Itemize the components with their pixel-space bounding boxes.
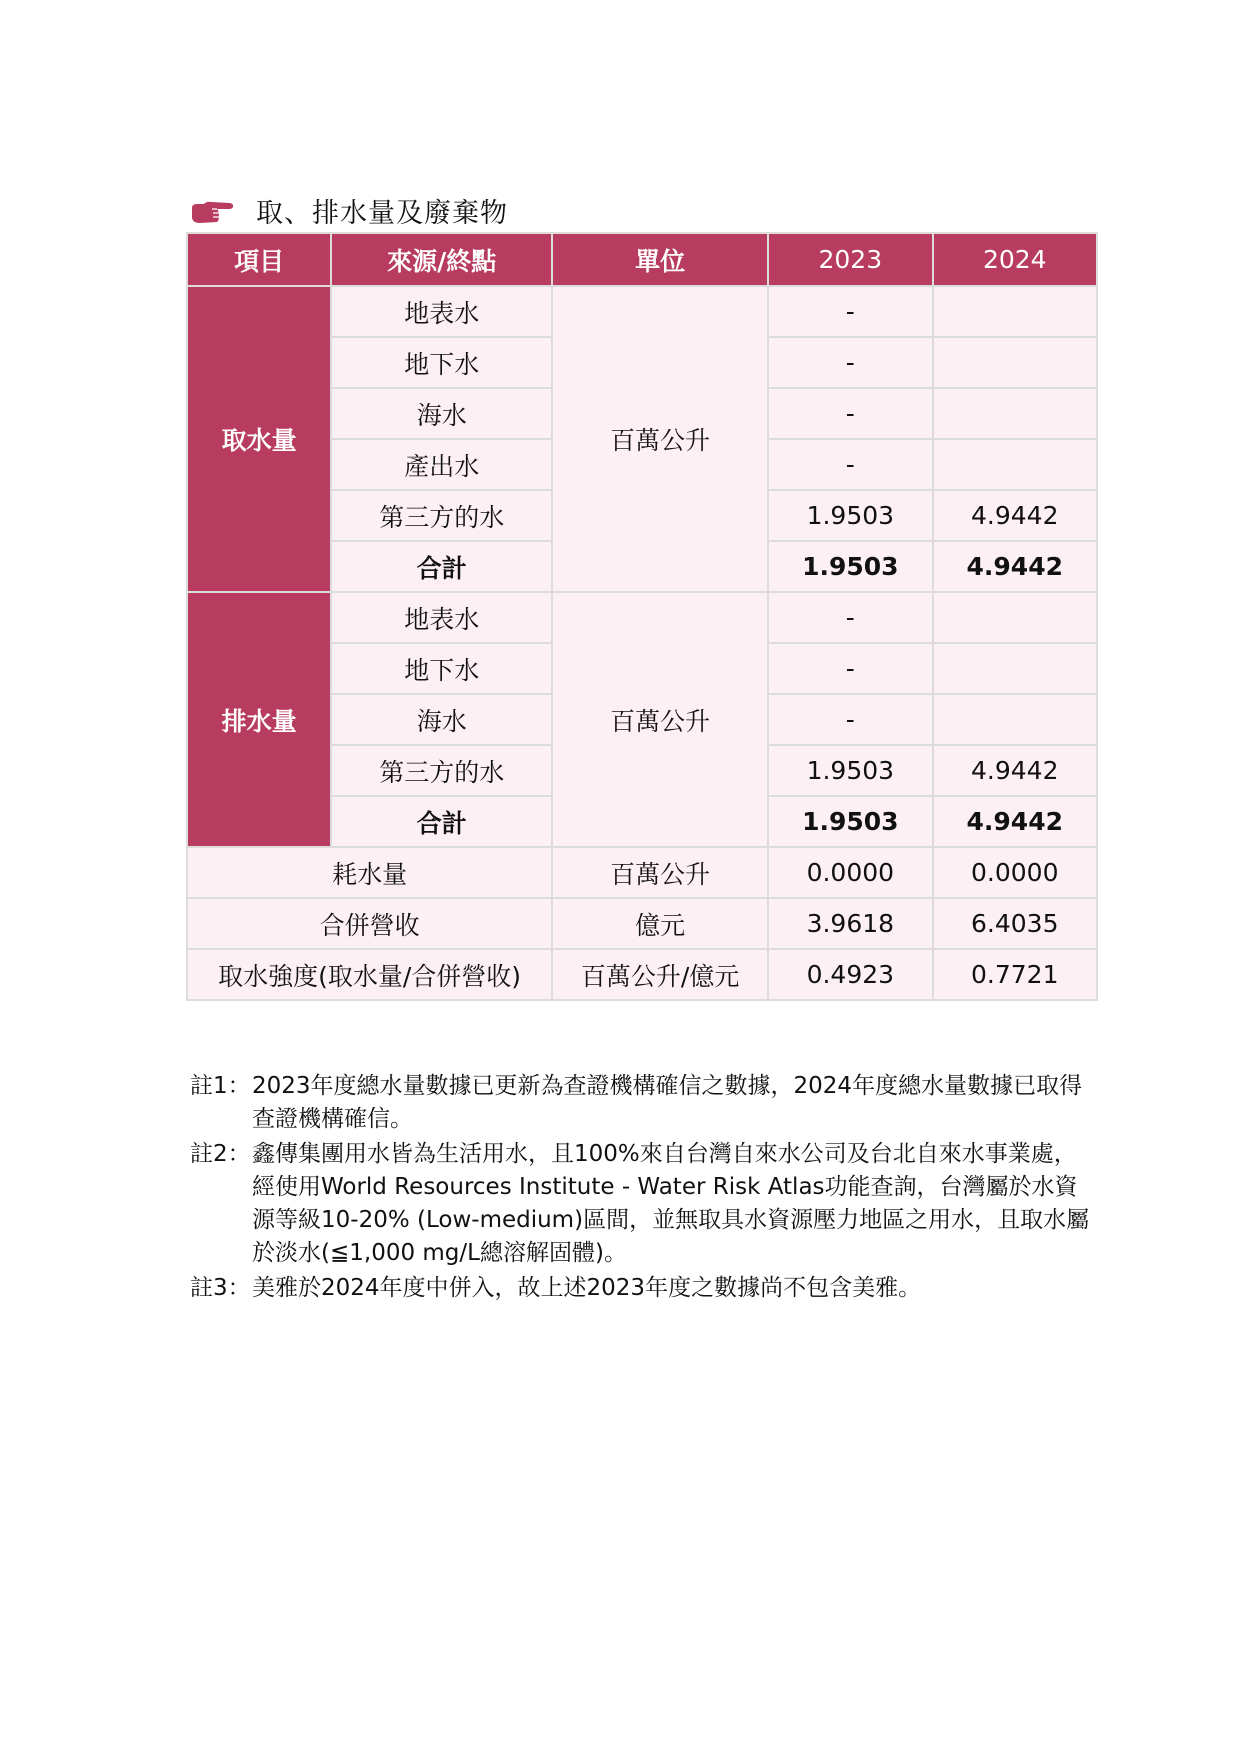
note-label: 註2： xyxy=(190,1141,251,1167)
summary-label: 合併營收 xyxy=(187,898,552,949)
note-text: 鑫傳集團用水皆為生活用水，且100%來自台灣自來水公司及台北自來水事業處，經使用World Resources Institute - Water Risk Atlas功能查詢，台灣屬於水資源等級10-20% (Low-medium)區間，並無取具水資源壓力地區之用水，且取水屬於淡水(≦1,000 mg/L總溶解固體)。 xyxy=(252,1141,1090,1266)
value-2023: - xyxy=(768,439,932,490)
value-2024 xyxy=(933,592,1097,643)
category-discharge: 排水量 xyxy=(187,592,331,847)
value-2024: 4.9442 xyxy=(933,490,1097,541)
value-2024 xyxy=(933,388,1097,439)
section-title: 取、排水量及廢棄物 xyxy=(256,191,508,236)
summary-label: 取水強度(取水量/合併營收) xyxy=(187,949,552,1000)
value-2023: - xyxy=(768,592,932,643)
value-2023: - xyxy=(768,643,932,694)
total-2023: 1.9503 xyxy=(768,796,932,847)
value-2023: 1.9503 xyxy=(768,745,932,796)
value-2023: - xyxy=(768,286,932,337)
unit-cell: 百萬公升 xyxy=(552,592,768,847)
summary-label: 耗水量 xyxy=(187,847,552,898)
note-label: 註1： xyxy=(190,1073,251,1099)
value-2024 xyxy=(933,286,1097,337)
value-2024 xyxy=(933,337,1097,388)
total-label: 合計 xyxy=(331,796,552,847)
header-unit: 單位 xyxy=(552,233,768,286)
value-2024: 0.7721 xyxy=(933,949,1097,1000)
source-cell: 地下水 xyxy=(331,643,552,694)
value-2023: 0.0000 xyxy=(768,847,932,898)
source-cell: 地表水 xyxy=(331,286,552,337)
value-2024 xyxy=(933,439,1097,490)
note-1 xyxy=(190,1070,1090,1136)
note-text: 2023年度總水量數據已更新為查證機構確信之數據，2024年度總水量數據已取得查證機構確信。 xyxy=(252,1073,1083,1132)
category-withdrawal: 取水量 xyxy=(187,286,331,592)
value-2024: 6.4035 xyxy=(933,898,1097,949)
water-table xyxy=(186,232,1098,1001)
note-3 xyxy=(190,1272,1090,1305)
unit-cell: 百萬公升 xyxy=(552,286,768,592)
table-row xyxy=(187,286,1097,337)
note-label: 註3： xyxy=(190,1275,251,1301)
value-2024 xyxy=(933,643,1097,694)
note-text: 美雅於2024年度中併入，故上述2023年度之數據尚不包含美雅。 xyxy=(252,1275,922,1301)
table-row-revenue xyxy=(187,898,1097,949)
table-row-consumption xyxy=(187,847,1097,898)
summary-unit: 百萬公升 xyxy=(552,847,768,898)
table-row-intensity xyxy=(187,949,1097,1000)
header-source: 來源/終點 xyxy=(331,233,552,286)
header-2024: 2024 xyxy=(933,233,1097,286)
summary-unit: 百萬公升/億元 xyxy=(552,949,768,1000)
header-item: 項目 xyxy=(187,233,331,286)
note-2 xyxy=(190,1138,1090,1270)
header-2023: 2023 xyxy=(768,233,932,286)
value-2023: - xyxy=(768,388,932,439)
table-row xyxy=(187,592,1097,643)
value-2023: 3.9618 xyxy=(768,898,932,949)
notes xyxy=(190,1070,1090,1307)
value-2023: 0.4923 xyxy=(768,949,932,1000)
source-cell: 產出水 xyxy=(331,439,552,490)
total-label: 合計 xyxy=(331,541,552,592)
value-2023: - xyxy=(768,694,932,745)
source-cell: 地表水 xyxy=(331,592,552,643)
section-heading xyxy=(190,193,508,233)
source-cell: 地下水 xyxy=(331,337,552,388)
total-2023: 1.9503 xyxy=(768,541,932,592)
total-2024: 4.9442 xyxy=(933,541,1097,592)
value-2023: 1.9503 xyxy=(768,490,932,541)
table-header-row xyxy=(187,233,1097,286)
total-2024: 4.9442 xyxy=(933,796,1097,847)
value-2024 xyxy=(933,694,1097,745)
value-2024: 0.0000 xyxy=(933,847,1097,898)
summary-unit: 億元 xyxy=(552,898,768,949)
source-cell: 海水 xyxy=(331,694,552,745)
value-2024: 4.9442 xyxy=(933,745,1097,796)
source-cell: 第三方的水 xyxy=(331,745,552,796)
source-cell: 海水 xyxy=(331,388,552,439)
value-2023: - xyxy=(768,337,932,388)
source-cell: 第三方的水 xyxy=(331,490,552,541)
pointing-hand-icon xyxy=(190,199,234,227)
